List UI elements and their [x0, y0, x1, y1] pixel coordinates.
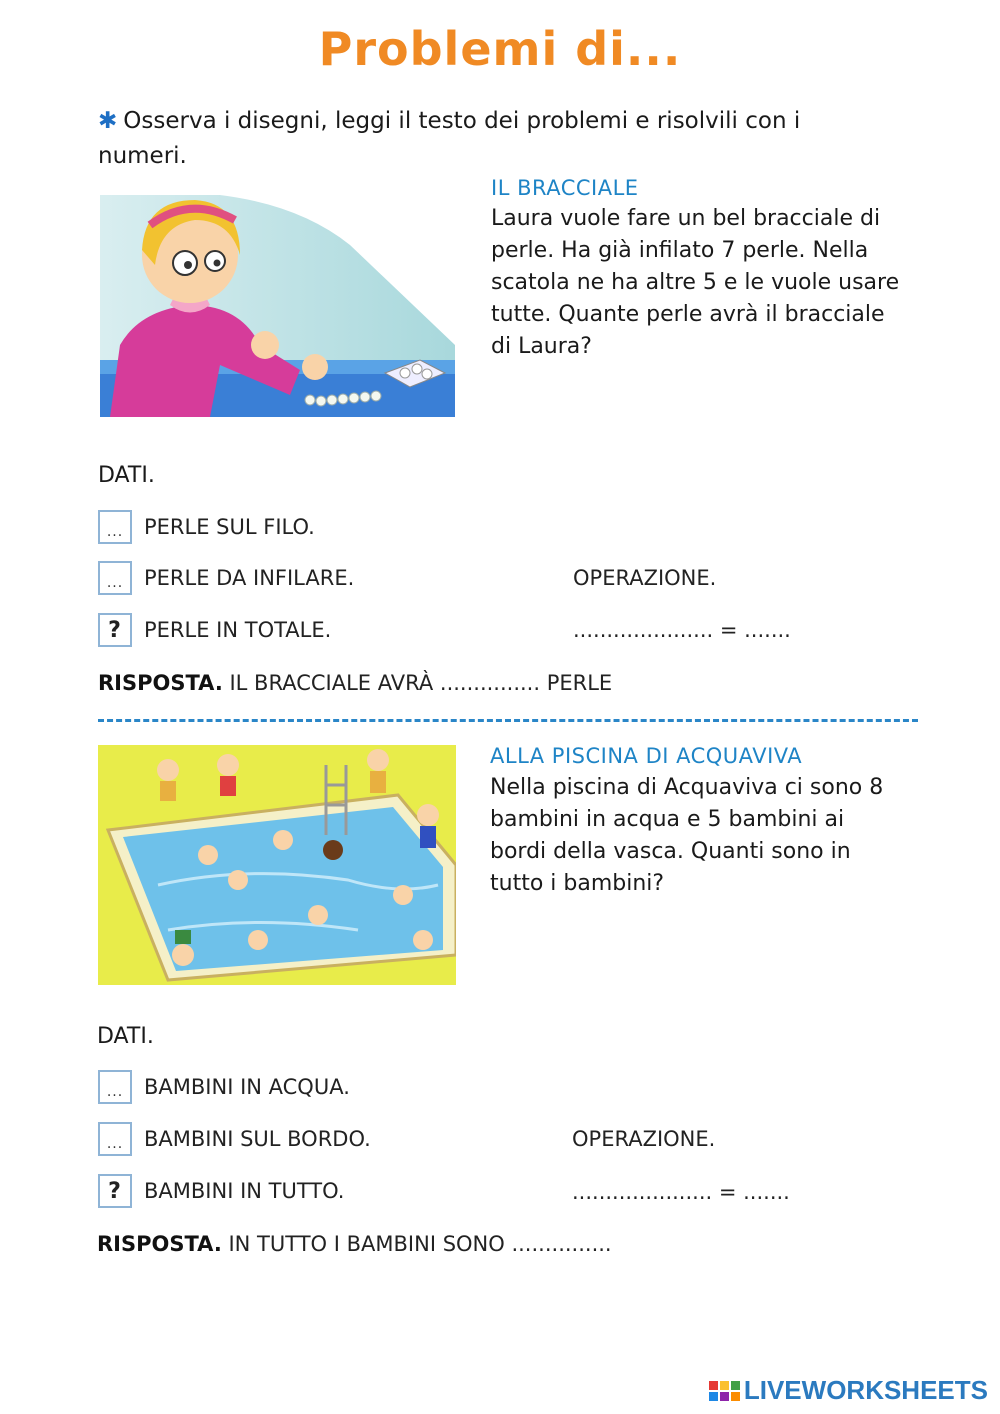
problem1-row-2 — [98, 561, 354, 595]
section-divider — [98, 719, 918, 722]
problem1-title: IL BRACCIALE — [491, 176, 639, 200]
page-title: Problemi di... — [318, 22, 682, 76]
problem2-dati-label: DATI. — [97, 1024, 154, 1049]
problem1-answer — [98, 671, 612, 695]
problem2-row-3 — [98, 1174, 344, 1208]
row-label: BAMBINI IN TUTTO. — [144, 1179, 345, 1203]
answer-text[interactable]: IN TUTTO I BAMBINI SONO ............... — [228, 1232, 612, 1256]
problem2-title: ALLA PISCINA DI ACQUAVIVA — [490, 744, 803, 768]
problem2-text: Nella piscina di Acquaviva ci sono 8 bambini in acqua e 5 bambini ai bordi della vasca. Quanti sono in tutto i bambini? — [490, 775, 884, 896]
problem2-operation-input[interactable]: ..................... = ....... — [572, 1180, 790, 1204]
logo-text: LIVEWORKSHEETS — [743, 1375, 988, 1405]
row-label: BAMBINI IN ACQUA. — [144, 1075, 350, 1099]
star-icon: ✱ — [98, 108, 118, 134]
row-label: PERLE SUL FILO. — [144, 515, 315, 539]
row-label: PERLE IN TOTALE. — [144, 618, 332, 642]
instruction-text: Osserva i disegni, leggi il testo dei problemi e risolvili con i numeri. — [98, 108, 801, 169]
pool-illustration — [98, 745, 456, 985]
problem1-row-1 — [98, 510, 315, 544]
liveworksheets-logo[interactable] — [709, 1375, 988, 1406]
bracelet-illustration — [100, 195, 455, 417]
problem1-operation-label: OPERAZIONE. — [573, 566, 717, 590]
answer-box[interactable]: ... — [98, 1122, 132, 1156]
answer-box[interactable]: ... — [98, 561, 132, 595]
problem1-text: Laura vuole fare un bel bracciale di perle. Ha già infilato 7 perle. Nella scatola ne ha altre 5 e le vuole usare tutte. Quante perle avrà il bracciale di Laura? — [491, 206, 900, 359]
row-label: BAMBINI SUL BORDO. — [144, 1127, 371, 1151]
problem1-dati-label: DATI. — [98, 463, 155, 488]
problem2-row-1 — [98, 1070, 350, 1104]
problem2-answer — [97, 1232, 612, 1256]
question-box: ? — [98, 613, 132, 647]
logo-icon — [709, 1381, 740, 1401]
answer-label: RISPOSTA. — [98, 671, 223, 695]
answer-box[interactable]: ... — [98, 1070, 132, 1104]
problem1-row-3 — [98, 613, 331, 647]
problem1-operation-input[interactable]: ..................... = ....... — [573, 618, 791, 642]
problem2-operation-label: OPERAZIONE. — [572, 1127, 716, 1151]
answer-label: RISPOSTA. — [97, 1232, 222, 1256]
question-box: ? — [98, 1174, 132, 1208]
problem2-row-2 — [98, 1122, 371, 1156]
row-label: PERLE DA INFILARE. — [144, 566, 355, 590]
answer-box[interactable]: ... — [98, 510, 132, 544]
instruction — [98, 104, 858, 174]
answer-text[interactable]: IL BRACCIALE AVRÀ ............... PERLE — [229, 671, 613, 695]
